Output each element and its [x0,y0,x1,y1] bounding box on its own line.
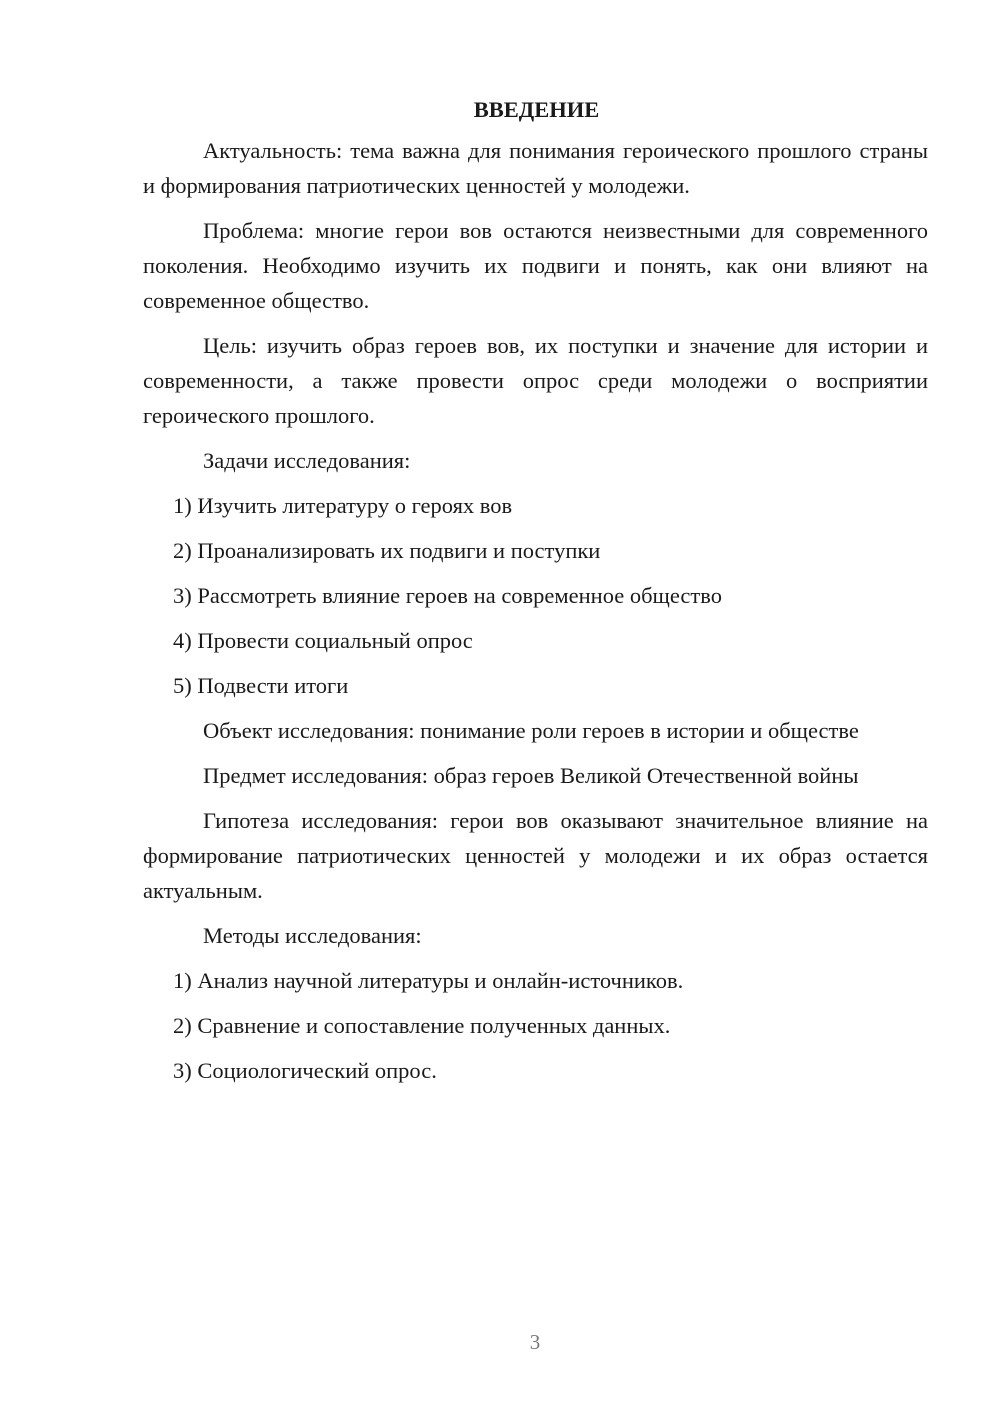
problem-paragraph: Проблема: многие герои вов остаются неизвестными для современного поколения. Необходимо изучить их подвиги и понять, как они влияют на современное общество. [143,218,928,313]
tasks-heading: Задачи исследования: [203,448,411,473]
research-object: Объект исследования: понимание роли героев в истории и обществе [203,718,859,743]
section-title: ВВЕДЕНИЕ [473,97,600,122]
methods-heading: Методы исследования: [203,923,422,948]
page-number: 3 [529,1330,541,1354]
method-item: 3) Социологический опрос. [173,1058,437,1083]
research-subject: Предмет исследования: образ героев Великой Отечественной войны [203,763,859,788]
relevance-paragraph: Актуальность: тема важна для понимания героического прошлого страны и формирования патриотических ценностей у молодежи. [143,138,928,198]
hypothesis-paragraph: Гипотеза исследования: герои вов оказывают значительное влияние на формирование патриотических ценностей у молодежи и их образ остается актуальным. [143,808,928,903]
task-item: 1) Изучить литературу о героях вов [173,493,513,518]
task-item: 2) Проанализировать их подвиги и поступки [173,538,601,563]
task-item: 5) Подвести итоги [173,673,349,698]
method-item: 2) Сравнение и сопоставление полученных данных. [173,1013,671,1038]
goal-paragraph: Цель: изучить образ героев вов, их поступки и значение для истории и современности, а также провести опрос среди молодежи о восприятии героического прошлого. [143,333,928,428]
document-body [143,92,928,1098]
method-item: 1) Анализ научной литературы и онлайн-источников. [173,968,684,993]
task-item: 3) Рассмотреть влияние героев на современное общество [173,583,722,608]
task-item: 4) Провести социальный опрос [173,628,473,653]
